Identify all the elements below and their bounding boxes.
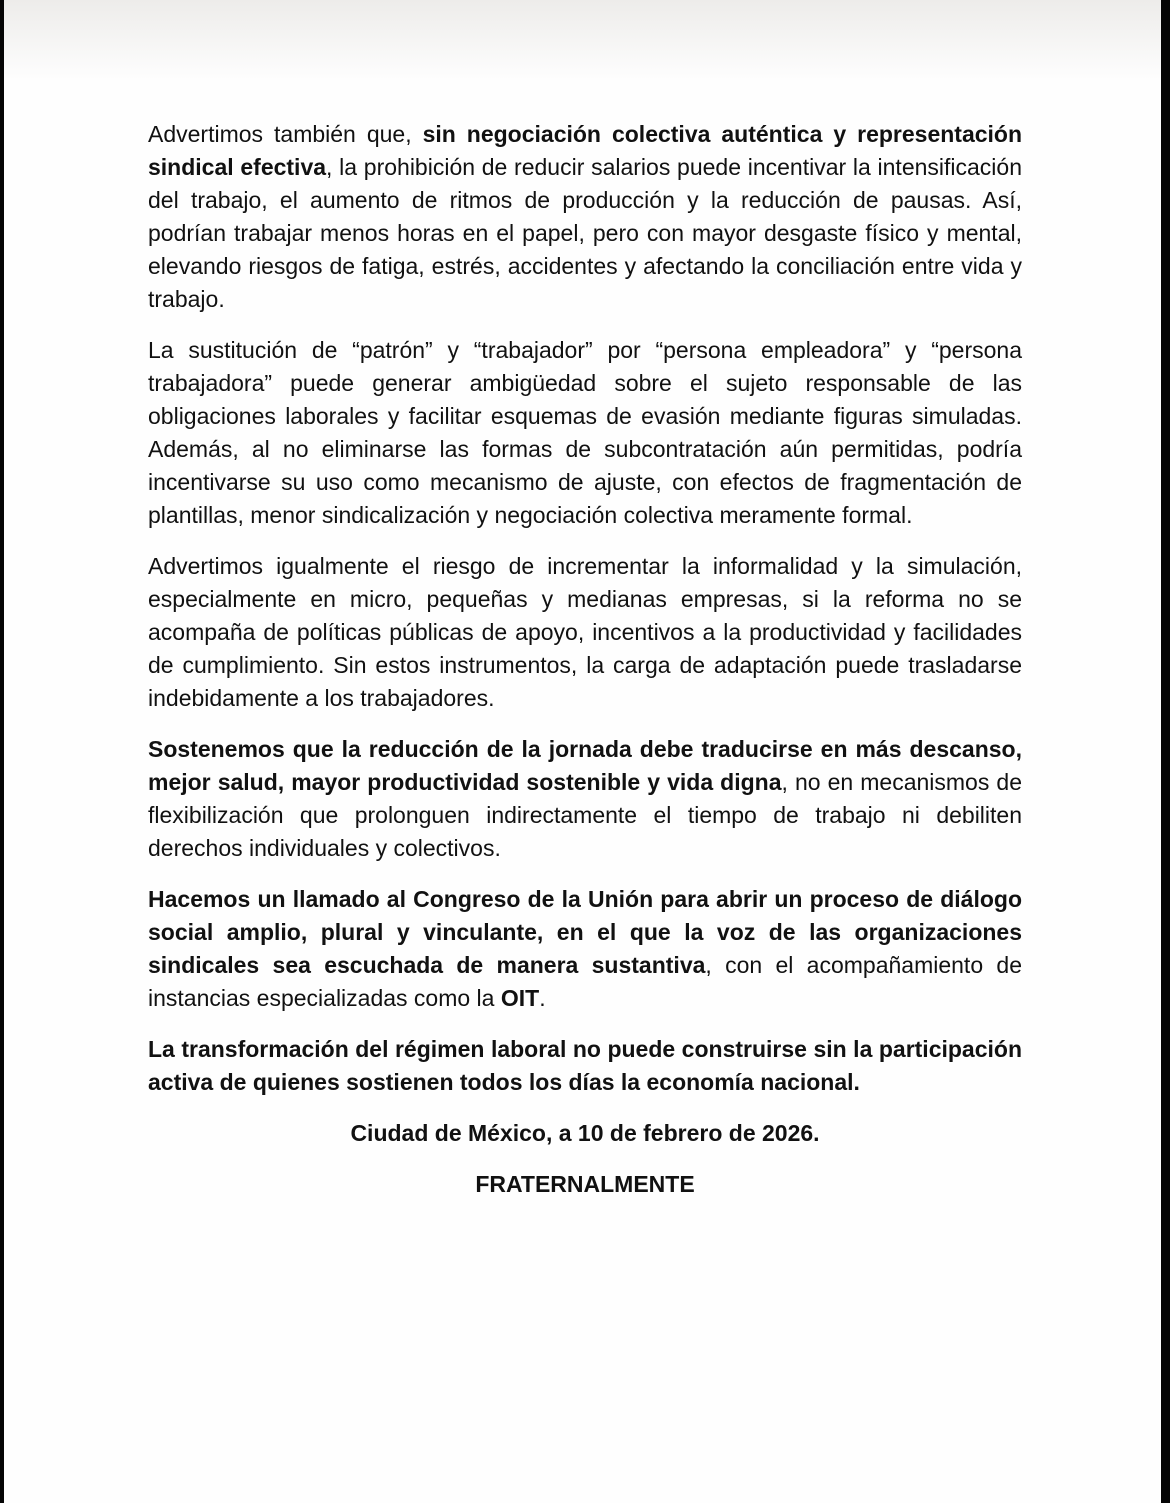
photo-edge-right bbox=[1161, 0, 1170, 1503]
paragraph-informality-risk bbox=[148, 550, 1022, 715]
dateline bbox=[148, 1117, 1022, 1150]
photo-edge-left bbox=[0, 0, 4, 1503]
text-segment: OIT bbox=[500, 985, 540, 1011]
text-segment: , la prohibición de reducir salarios puede incentivar la intensificación del trabajo, el aumento de ritmos de producción y la reducción de pausas. Así, podrían trabajar menos horas en el papel, pero con mayor desgaste físico y mental, elevando riesgos de fatiga, estrés, accidentes y afectando la conciliación entre vida y trabajo. bbox=[148, 154, 1022, 312]
paragraph-congress-call bbox=[148, 883, 1022, 1015]
paragraph-closing-statement bbox=[148, 1033, 1022, 1099]
text-segment: Advertimos igualmente el riesgo de incrementar la informalidad y la simulación, especialmente en micro, pequeñas y medianas empresas, si la reforma no se acompaña de políticas públicas de apoyo, incentivos a la productividad y facilidades de cumplimiento. Sin estos instrumentos, la carga de adaptación puede trasladarse indebidamente a los trabajadores. bbox=[148, 553, 1022, 711]
text-segment: , no en mecanismos de flexibilización que prolonguen indirectamente el tiempo de trabajo ni debiliten derechos individuales y colectivos. bbox=[148, 769, 1022, 861]
paragraph-terminology-substitution bbox=[148, 334, 1022, 532]
text-segment: . bbox=[539, 985, 546, 1011]
text-segment: FRATERNALMENTE bbox=[475, 1171, 695, 1197]
text-segment: sin negociación colectiva auténtica y representación sindical efectiva bbox=[148, 121, 1023, 180]
paragraph-collective-bargaining-warning bbox=[148, 118, 1022, 316]
paragraph-workday-reduction-position bbox=[148, 733, 1022, 865]
text-segment: Hacemos un llamado al Congreso de la Unión para abrir un proceso de diálogo social amplio, plural y vinculante, en el que la voz de las organizaciones sindicales sea escuchada de manera sustantiva bbox=[148, 886, 1022, 978]
text-segment: Sostenemos que la reducción de la jornada debe traducirse en más descanso, mejor salud, mayor productividad sostenible y vida digna bbox=[148, 736, 1022, 795]
text-segment: Advertimos también que, bbox=[148, 121, 423, 147]
closing-salutation bbox=[148, 1168, 1022, 1201]
text-segment: Ciudad de México, a 10 de febrero de 2026. bbox=[350, 1120, 820, 1146]
text-segment: La transformación del régimen laboral no puede construirse sin la participación activa de quienes sostienen todos los días la economía nacional. bbox=[148, 1036, 1022, 1095]
text-segment: , con el acompañamiento de instancias especializadas como la bbox=[148, 952, 1022, 1011]
text-segment: La sustitución de “patrón” y “trabajador” por “persona empleadora” y “persona trabajadora” puede generar ambigüedad sobre el sujeto responsable de las obligaciones laborales y facilitar esquemas de evasión mediante figuras simuladas. Además, al no eliminarse las formas de subcontratación aún permitidas, podría incentivarse su uso como mecanismo de ajuste, con efectos de fragmentación de plantillas, menor sindicalización y negociación colectiva meramente formal. bbox=[148, 337, 1022, 528]
document-body bbox=[148, 0, 1022, 1219]
